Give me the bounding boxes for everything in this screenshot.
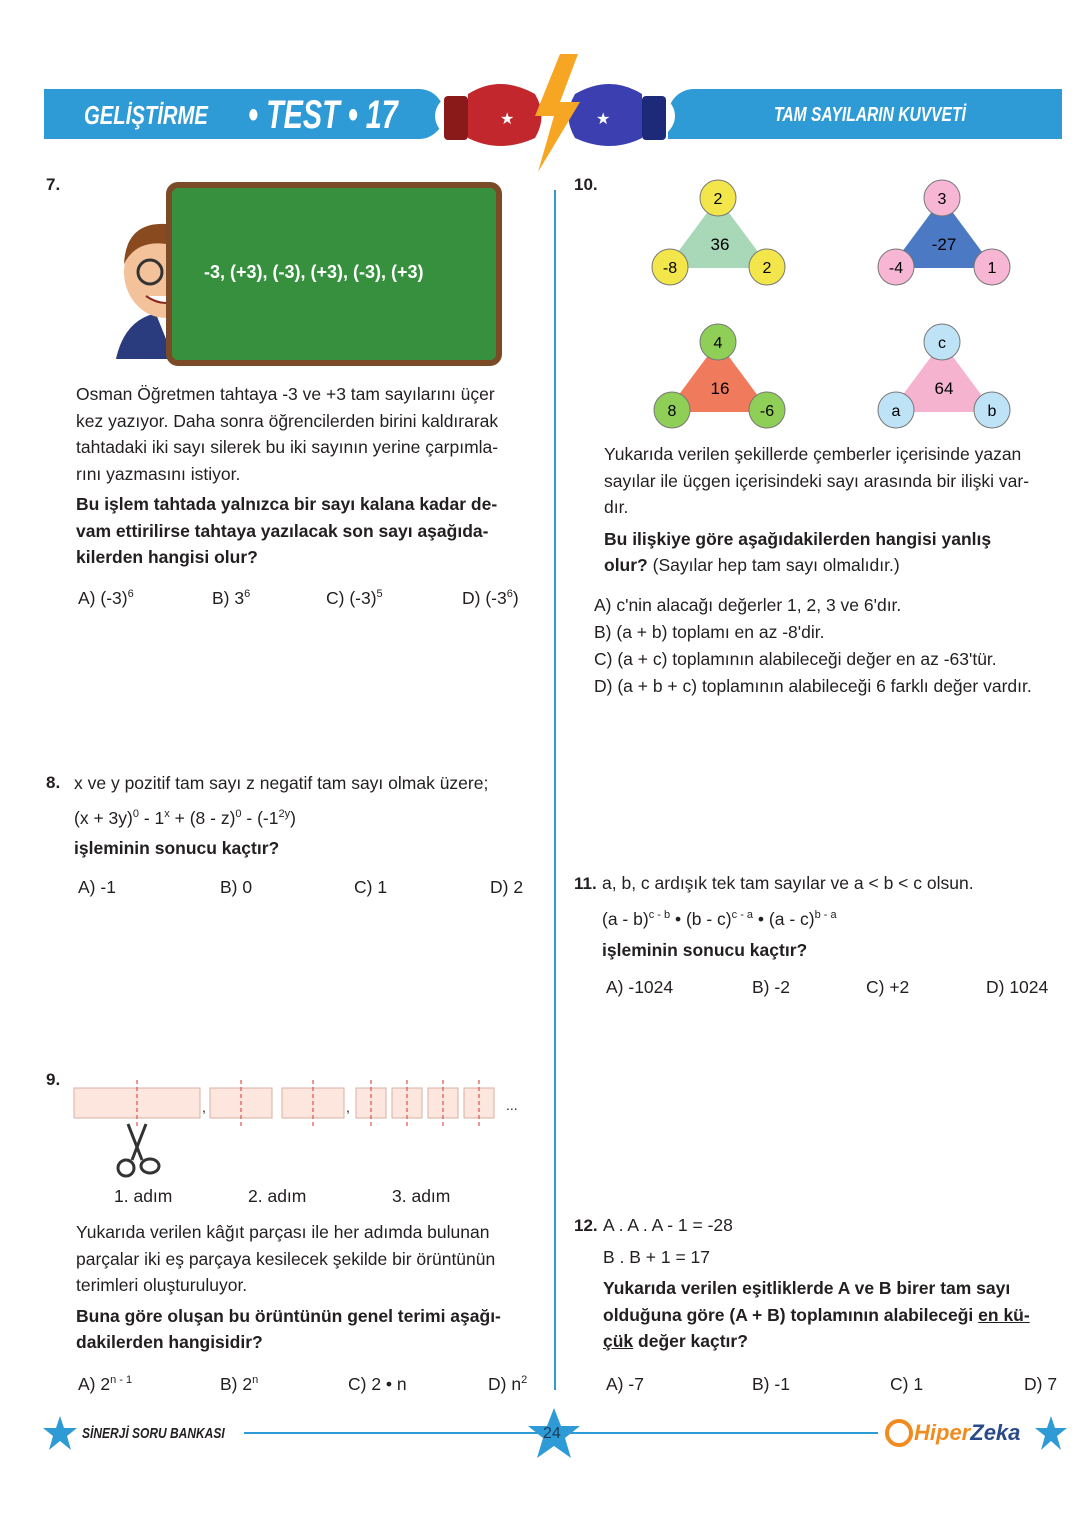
svg-text:16: 16	[710, 379, 730, 398]
equation-line: B . B + 1 = 17	[603, 1246, 711, 1267]
question-body	[76, 1219, 546, 1356]
question-body	[76, 381, 546, 571]
header-test-number: • TEST • 17	[248, 93, 398, 137]
brand-logo-icon	[884, 1418, 914, 1448]
option-c[interactable]: C) 1	[354, 877, 388, 897]
svg-text:1: 1	[987, 260, 997, 277]
equation-line: A . A . A - 1 = -28	[603, 1215, 733, 1235]
option-b[interactable]: B) 2$^n$	[220, 1374, 259, 1394]
svg-text:a: a	[891, 403, 901, 420]
text-line: parçalar iki eş parçaya kesilecek şekilde bir örüntünün	[76, 1248, 496, 1269]
text-line: rını yazmasını istiyor.	[76, 463, 241, 484]
svg-text:-6: -6	[759, 403, 775, 420]
step-label: 1. adım	[114, 1186, 173, 1206]
option-d[interactable]: D) $n^2$	[488, 1374, 528, 1394]
question-number: 7.	[46, 175, 61, 194]
svg-text:,: ,	[346, 1099, 350, 1115]
paper-cutting-diagram	[70, 1080, 540, 1190]
question-prompt: işleminin sonucu kaçtır?	[602, 939, 808, 960]
svg-text:64: 64	[934, 379, 954, 398]
question-body	[603, 1212, 1063, 1355]
question-number: 10.	[574, 175, 598, 194]
option-d[interactable]: D) 1024	[986, 977, 1049, 997]
option-d[interactable]: D) (a + b + c) toplamının alabileceği 6 farklı değer vardır.	[594, 676, 1032, 696]
options-list	[594, 592, 1032, 700]
text-line: x ve y pozitif tam sayı z negatif tam sayı olmak üzere;	[74, 773, 489, 793]
option-b[interactable]: B) (a + b) toplamı en az -8'dir.	[594, 622, 825, 642]
question-prompt: kilerden hangisi olur?	[76, 547, 258, 567]
text-line: Osman Öğretmen tahtaya -3 ve +3 tam sayılarını üçer	[76, 384, 495, 404]
option-b[interactable]: B) -1	[752, 1374, 790, 1394]
svg-text:★: ★	[596, 109, 611, 128]
star-icon	[42, 1414, 78, 1454]
triangle-figures	[640, 176, 1030, 436]
pattern-ellipsis: ...	[506, 1097, 518, 1113]
text-line: sayılar ile üçgen içerisindeki sayı arasında bir ilişki var-	[604, 470, 1030, 491]
svg-text:3: 3	[937, 191, 947, 208]
header-topic: TAM SAYILARIN KUVVETİ	[774, 104, 966, 126]
option-b[interactable]: B) 0	[220, 877, 253, 897]
brand-name: HiperZeka	[914, 1420, 1021, 1445]
header-section-label: GELİŞTİRME	[84, 100, 208, 130]
text-line: kez yazıyor. Daha sonra öğrencilerden birini kaldırarak	[76, 410, 499, 431]
option-a[interactable]: A) -1024	[606, 977, 674, 997]
text-line: a, b, c ardışık tek tam sayılar ve a < b < c olsun.	[602, 873, 974, 893]
page-number: 24	[543, 1425, 561, 1442]
text-line: Yukarıda verilen şekillerde çemberler içerisinde yazan	[604, 444, 1022, 464]
option-b[interactable]: B) $3^6$	[212, 588, 251, 608]
step-label: 3. adım	[392, 1186, 451, 1206]
math-expression: $(x + 3y)^0 - 1^x + (8 - z)^0 - (-1^{2y})$	[74, 807, 296, 828]
option-d[interactable]: D) 2	[490, 877, 524, 897]
option-a[interactable]: A) 2$^{n - 1}$	[78, 1374, 133, 1394]
option-c[interactable]: C) $(-3)^5$	[326, 588, 383, 608]
svg-text:-27: -27	[931, 235, 957, 254]
question-body	[604, 441, 1064, 579]
triangle-figure-2	[878, 180, 1010, 285]
option-a[interactable]: A) $(-3)^6$	[78, 588, 134, 608]
option-c[interactable]: C) 1	[890, 1374, 924, 1394]
footer-book-title: SİNERJİ SORU BANKASI	[82, 1425, 225, 1442]
option-a[interactable]: A) -1	[78, 877, 116, 897]
svg-text:b: b	[987, 403, 997, 420]
option-c[interactable]: C) +2	[866, 977, 910, 997]
question-prompt: Buna göre oluşan bu örüntünün genel terimi aşağı-	[76, 1305, 501, 1326]
svg-text:36: 36	[710, 235, 730, 254]
step-label: 2. adım	[248, 1186, 307, 1206]
option-d[interactable]: D) $(-3^6)$	[462, 588, 519, 608]
text-line: tahtadaki iki sayı silerek bu iki sayının yerine çarpımla-	[76, 437, 499, 457]
option-c[interactable]: C) 2 • n	[348, 1374, 407, 1394]
option-a[interactable]: A) c'nin alacağı değerler 1, 2, 3 ve 6'dır.	[594, 595, 902, 615]
question-number: 8.	[46, 773, 61, 792]
board-text: -3, (+3), (-3), (+3), (-3), (+3)	[204, 262, 424, 282]
svg-text:2: 2	[762, 260, 772, 277]
question-prompt: dakilerden hangisidir?	[76, 1332, 263, 1352]
option-a[interactable]: A) -7	[606, 1374, 644, 1394]
question-prompt: işleminin sonucu kaçtır?	[74, 837, 280, 858]
question-prompt: Bu işlem tahtada yalnızca bir sayı kalana kadar de-	[76, 494, 498, 514]
svg-text:-4: -4	[888, 260, 904, 277]
triangle-figure-4	[878, 324, 1010, 428]
question-prompt: Bu ilişkiye göre aşağıdakilerden hangisi yanlış	[604, 528, 992, 549]
svg-text:8: 8	[667, 403, 677, 420]
triangle-figure-3	[654, 324, 785, 428]
svg-text:c: c	[938, 335, 946, 352]
question-prompt-line: çük değer kaçtır?	[603, 1331, 748, 1351]
column-divider	[554, 190, 556, 1390]
triangle-figure-1	[652, 180, 785, 285]
question-number: 11.	[574, 874, 597, 893]
question-prompt-line: olur? (Sayılar hep tam sayı olmalıdır.)	[604, 555, 900, 575]
text-line: dır.	[604, 497, 629, 517]
svg-text:4: 4	[713, 335, 723, 352]
scissors-icon	[118, 1124, 159, 1176]
svg-text:-8: -8	[662, 260, 678, 277]
option-d[interactable]: D) 7	[1024, 1374, 1058, 1394]
svg-text:★: ★	[500, 109, 515, 128]
question-prompt: vam ettirilirse tahtaya yazılacak son sayı aşağıda-	[76, 520, 489, 541]
boxing-gloves-icon	[430, 54, 680, 174]
option-b[interactable]: B) -2	[752, 977, 790, 997]
text-line: terimleri oluşturuluyor.	[76, 1275, 248, 1295]
text-line: Yukarıda verilen kâğıt parçası ile her adımda bulunan	[76, 1222, 490, 1242]
option-c[interactable]: C) (a + c) toplamının alabileceği değer en az -63'tür.	[594, 649, 997, 669]
svg-text:2: 2	[713, 191, 723, 208]
math-expression: (a - b)$^{c - b}$ • (b - c)$^{c - a}$ • (a - c)$^{b - a}$	[602, 908, 837, 929]
question-number: 9.	[46, 1070, 61, 1089]
question-prompt: Yukarıda verilen eşitliklerde A ve B birer tam sayı	[603, 1278, 1011, 1298]
question-body	[74, 770, 544, 861]
svg-text:,: ,	[202, 1099, 206, 1115]
question-body	[602, 870, 1062, 963]
star-icon	[1034, 1414, 1068, 1454]
question-prompt-line: olduğuna göre (A + B) toplamının alabileceği en kü-	[603, 1304, 1030, 1325]
question-number: 12.	[574, 1216, 598, 1235]
